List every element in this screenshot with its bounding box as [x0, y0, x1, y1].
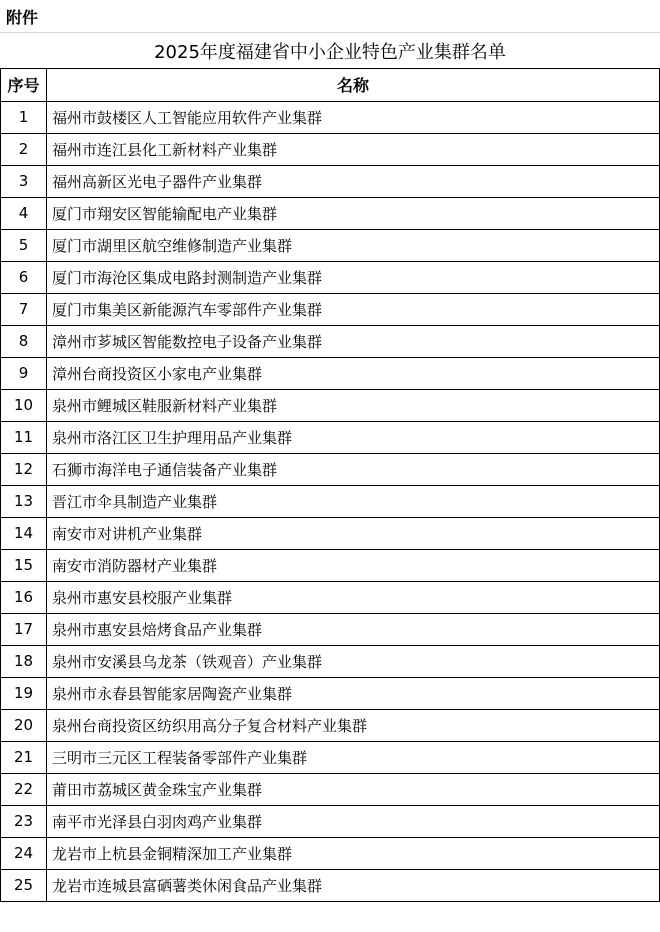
cluster-name-cell: 龙岩市上杭县金铜精深加工产业集群 [47, 837, 660, 869]
table-row [1, 485, 660, 517]
cluster-name-cell: 龙岩市连城县富硒薯类休闲食品产业集群 [47, 869, 660, 901]
table-row [1, 805, 660, 837]
table-row [1, 229, 660, 261]
table-row [1, 645, 660, 677]
row-number-cell: 10 [1, 389, 47, 421]
cluster-name-cell: 南安市消防器材产业集群 [47, 549, 660, 581]
table-row [1, 389, 660, 421]
cluster-name-cell: 厦门市海沧区集成电路封测制造产业集群 [47, 261, 660, 293]
table-header-row [1, 69, 660, 101]
row-number-cell: 5 [1, 229, 47, 261]
table-row [1, 613, 660, 645]
row-number-cell: 22 [1, 773, 47, 805]
table-row [1, 293, 660, 325]
cluster-name-cell: 泉州市鲤城区鞋服新材料产业集群 [47, 389, 660, 421]
table-row [1, 677, 660, 709]
row-number-cell: 1 [1, 101, 47, 133]
cluster-name-cell: 泉州市惠安县焙烤食品产业集群 [47, 613, 660, 645]
table-row [1, 549, 660, 581]
table-row [1, 773, 660, 805]
column-header-no: 序号 [1, 69, 47, 101]
table-row [1, 197, 660, 229]
cluster-name-cell: 泉州市惠安县校服产业集群 [47, 581, 660, 613]
row-number-cell: 6 [1, 261, 47, 293]
row-number-cell: 12 [1, 453, 47, 485]
row-number-cell: 17 [1, 613, 47, 645]
cluster-name-cell: 泉州市永春县智能家居陶瓷产业集群 [47, 677, 660, 709]
table-row [1, 101, 660, 133]
table-body [1, 101, 660, 901]
cluster-name-cell: 泉州市安溪县乌龙茶（铁观音）产业集群 [47, 645, 660, 677]
document-title: 2025年度福建省中小企业特色产业集群名单 [0, 33, 660, 69]
cluster-name-cell: 泉州台商投资区纺织用高分子复合材料产业集群 [47, 709, 660, 741]
row-number-cell: 9 [1, 357, 47, 389]
table-row [1, 421, 660, 453]
table-row [1, 581, 660, 613]
row-number-cell: 24 [1, 837, 47, 869]
table-row [1, 325, 660, 357]
row-number-cell: 21 [1, 741, 47, 773]
row-number-cell: 3 [1, 165, 47, 197]
cluster-name-cell: 泉州市洛江区卫生护理用品产业集群 [47, 421, 660, 453]
cluster-name-cell: 厦门市集美区新能源汽车零部件产业集群 [47, 293, 660, 325]
table-row [1, 261, 660, 293]
cluster-name-cell: 南安市对讲机产业集群 [47, 517, 660, 549]
cluster-name-cell: 石狮市海洋电子通信装备产业集群 [47, 453, 660, 485]
cluster-name-cell: 厦门市湖里区航空维修制造产业集群 [47, 229, 660, 261]
row-number-cell: 8 [1, 325, 47, 357]
table-row [1, 869, 660, 901]
cluster-name-cell: 三明市三元区工程装备零部件产业集群 [47, 741, 660, 773]
row-number-cell: 4 [1, 197, 47, 229]
cluster-list-table [0, 69, 660, 902]
table-row [1, 709, 660, 741]
row-number-cell: 16 [1, 581, 47, 613]
row-number-cell: 20 [1, 709, 47, 741]
row-number-cell: 11 [1, 421, 47, 453]
row-number-cell: 7 [1, 293, 47, 325]
row-number-cell: 13 [1, 485, 47, 517]
cluster-name-cell: 莆田市荔城区黄金珠宝产业集群 [47, 773, 660, 805]
table-row [1, 517, 660, 549]
attachment-label: 附件 [0, 0, 660, 33]
column-header-name: 名称 [47, 69, 660, 101]
cluster-name-cell: 漳州台商投资区小家电产业集群 [47, 357, 660, 389]
cluster-name-cell: 福州市鼓楼区人工智能应用软件产业集群 [47, 101, 660, 133]
row-number-cell: 2 [1, 133, 47, 165]
row-number-cell: 18 [1, 645, 47, 677]
cluster-name-cell: 厦门市翔安区智能输配电产业集群 [47, 197, 660, 229]
table-row [1, 741, 660, 773]
row-number-cell: 23 [1, 805, 47, 837]
table-row [1, 165, 660, 197]
cluster-name-cell: 漳州市芗城区智能数控电子设备产业集群 [47, 325, 660, 357]
cluster-name-cell: 南平市光泽县白羽肉鸡产业集群 [47, 805, 660, 837]
row-number-cell: 14 [1, 517, 47, 549]
row-number-cell: 25 [1, 869, 47, 901]
cluster-name-cell: 福州高新区光电子器件产业集群 [47, 165, 660, 197]
cluster-name-cell: 晋江市伞具制造产业集群 [47, 485, 660, 517]
cluster-name-cell: 福州市连江县化工新材料产业集群 [47, 133, 660, 165]
table-row [1, 357, 660, 389]
table-row [1, 837, 660, 869]
row-number-cell: 15 [1, 549, 47, 581]
table-row [1, 133, 660, 165]
table-row [1, 453, 660, 485]
row-number-cell: 19 [1, 677, 47, 709]
